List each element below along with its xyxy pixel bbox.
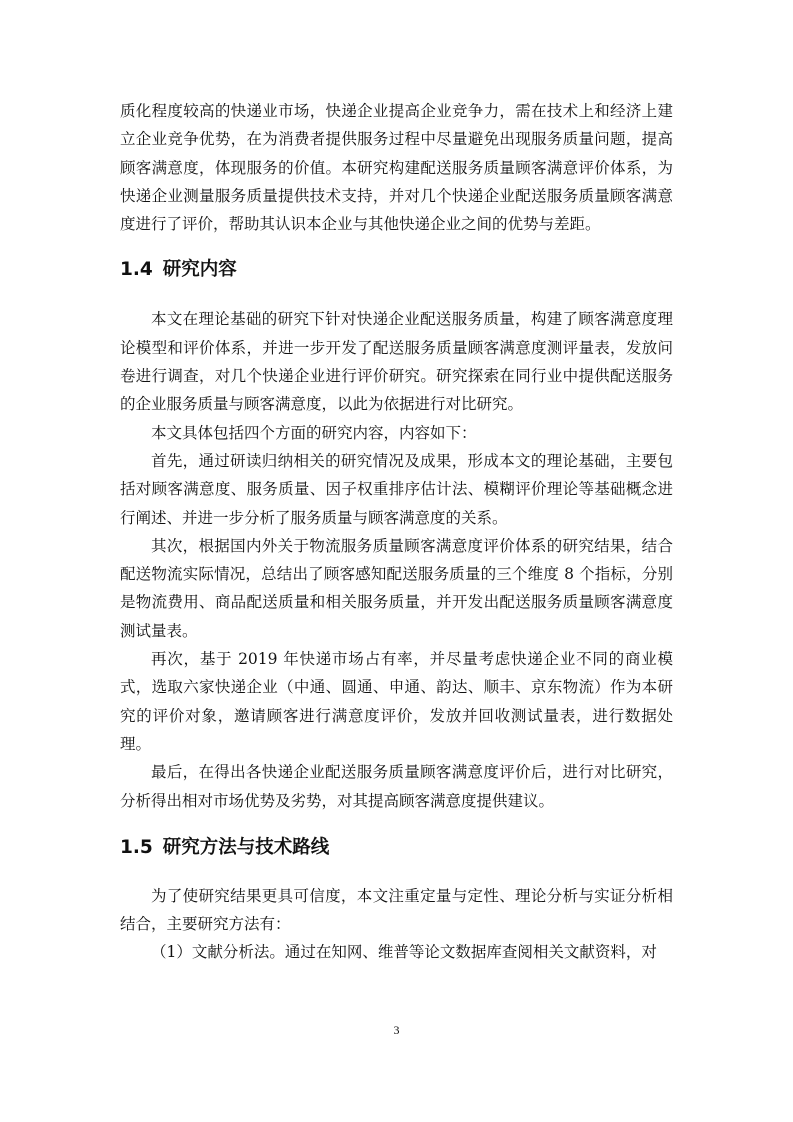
section-number: 1.4 [120,259,153,281]
section-title: 研究方法与技术路线 [162,836,330,858]
section-title: 研究内容 [162,259,237,281]
body-paragraph: 为了使研究结果更具可信度，本文注重定量与定性、理论分析与实证分析相结合，主要研究方法有： [120,886,673,934]
body-paragraph: 最后，在得出各快递企业配送服务质量顾客满意度评价后，进行对比研究，分析得出相对市场优势及劣势，对其提高顾客满意度提供建议。 [120,763,673,810]
section-heading-1-4 [120,256,673,284]
page-number: 3 [393,1023,400,1037]
body-paragraph: 再次，基于 2019 年快递市场占有率，并尽量考虑快递企业不同的商业模式，选取六家快递企业（中通、圆通、申通、韵达、顺丰、京东物流）作为本研究的评价对象，邀请顾客进行满意度评价，发放并回收测试量表，进行数据处理。 [120,650,673,753]
body-paragraph: （1）文献分析法。通过在知网、维普等论文数据库查阅相关文献资料，对 [151,943,657,962]
section-heading-1-5 [120,834,673,862]
body-paragraph: 其次，根据国内外关于物流服务质量顾客满意度评价体系的研究结果，结合配送物流实际情况，总结出了顾客感知配送服务质量的三个维度 8 个指标，分别是物流费用、商品配送质量和相关服务质量，并开发出配送服务质量顾客满意度测试量表。 [120,536,673,640]
page-content [120,97,673,967]
body-paragraph: 本文具体包括四个方面的研究内容，内容如下： [151,423,477,442]
intro-paragraph: 质化程度较高的快递业市场，快递企业提高企业竞争力，需在技术上和经济上建立企业竞争优势，在为消费者提供服务过程中尽量避免出现服务质量问题，提高顾客满意度，体现服务的价值。本研究构建配送服务质量顾客满意评价体系，为快递企业测量服务质量提供技术支持，并对几个快递企业配送服务质量顾客满意度进行了评价，帮助其认识本企业与其他快递企业之间的优势与差距。 [120,102,673,234]
section-number: 1.5 [120,836,153,858]
body-paragraph: 本文在理论基础的研究下针对快递企业配送服务质量，构建了顾客满意度理论模型和评价体系，并进一步开发了配送服务质量顾客满意度测评量表，发放问卷进行调查，对几个快递企业进行评价研究。研究探索在同行业中提供配送服务的企业服务质量与顾客满意度，以此为依据进行对比研究。 [120,310,673,414]
body-paragraph: 首先，通过研读归纳相关的研究情况及成果，形成本文的理论基础，主要包括对顾客满意度、服务质量、因子权重排序估计法、模糊评价理论等基础概念进行阐述、并进一步分析了服务质量与顾客满意度的关系。 [120,451,673,527]
